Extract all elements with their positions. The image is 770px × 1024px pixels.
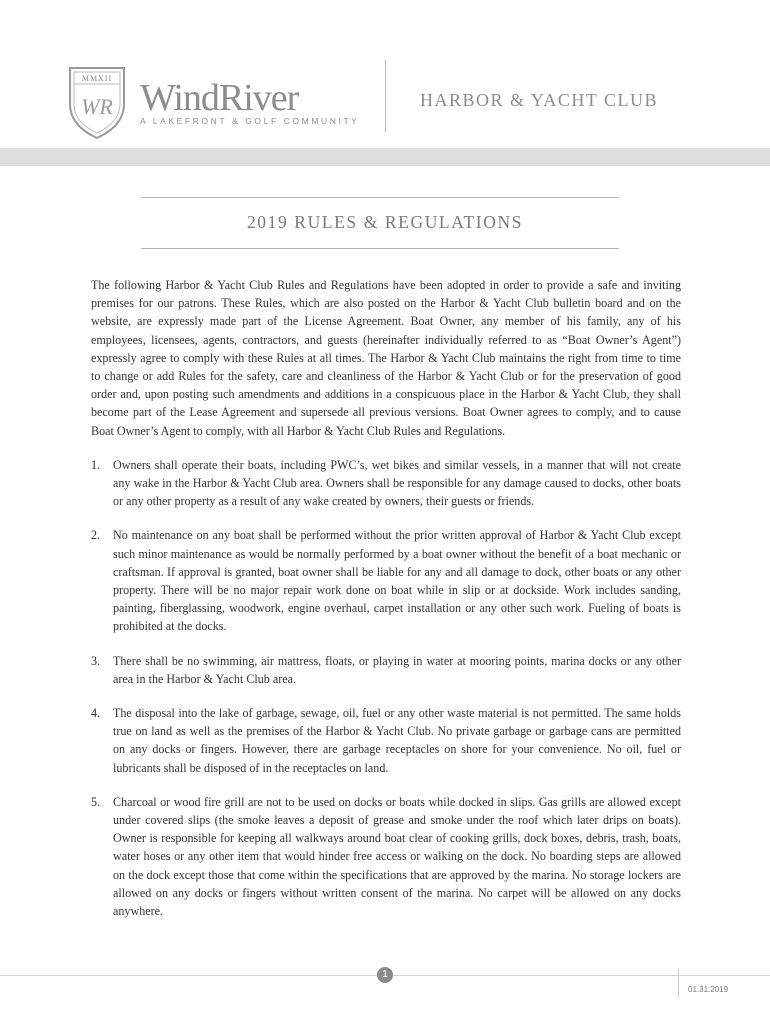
header-divider [385, 60, 386, 132]
rule-number: 5. [91, 794, 101, 809]
brand-tagline: A LAKEFRONT & GOLF COMMUNITY [140, 116, 360, 126]
club-name: HARBOR & YACHT CLUB [420, 90, 659, 110]
document-body [91, 276, 681, 920]
windriver-crest-logo [66, 64, 128, 140]
svg-text:WR: WR [81, 94, 113, 119]
brand-name: WindRiver [140, 77, 299, 119]
rule-item [91, 704, 681, 777]
page-header [0, 0, 770, 150]
header-band [0, 148, 770, 166]
rule-item [91, 652, 681, 688]
rule-text: The disposal into the lake of garbage, sewage, oil, fuel or any other waste material is not permitted. The same holds true on land as well as the premises of the Harbor & Yacht Club. No private garbage or garbage cans are permitted on any docks or fingers. However, there are garbage receptacles on shore for your convenience. No oil, fuel or lubricants shall be disposed of in the receptacles on land. [113, 706, 681, 775]
rule-item [91, 456, 681, 511]
title-rule-bottom [141, 248, 619, 249]
title-rule-top [141, 197, 619, 198]
rule-number: 3. [91, 653, 101, 668]
rule-text: Charcoal or wood fire grill are not to be used on docks or boats while docked in slips. Gas grills are allowed except under covered slips (the smoke leaves a deposit of grease and smoke under the roof which later drips on boats). Owner is responsible for keeping all walkways around boat clear of cooking grills, dock boxes, debris, trash, boats, water hoses or any other item that would hinder free access or walking on the dock. No boarding steps are allowed on the dock except those that come within the specifications that are approved by the marina. No storage lockers are allowed on any docks or fingers without written consent of the marina. No carpet will be allowed on any docks anywhere. [113, 794, 681, 919]
intro-paragraph: The following Harbor & Yacht Club Rules and Regulations have been adopted in order to provide a safe and inviting premises for our patrons. These Rules, which are also posted on the Harbor & Yacht Club bulletin board and on the website, are expressly made part of the License Agreement. Boat Owner, any member of his family, any of his employees, licensees, agents, contractors, and guests (hereinafter individually referred to as “Boat Owner’s Agent”) expressly agree to comply with these Rules at all times. The Harbor & Yacht Club maintains the right from time to time to change or add Rules for the safety, care and cleanliness of the Harbor & Yacht Club or for the preservation of good order and, upon posting such amendments and additions in a conspicuous place in the Harbor & Yacht Club, they shall become part of the Lease Agreement and supersede all previous versions. Boat Owner agrees to comply, and to cause Boat Owner’s Agent to comply, with all Harbor & Yacht Club Rules and Regulations. [91, 278, 681, 438]
rule-text: Owners shall operate their boats, including PWC’s, wet bikes and similar vessels, in a manner that will not create any wake in the Harbor & Yacht Club area. Owners shall be responsible for any damage caused to docks, other boats or any other property as a result of any wake created by owners, their guests or friends. [113, 457, 681, 509]
rule-item [91, 526, 681, 635]
rule-text: No maintenance on any boat shall be performed without the prior written approval of Harbor & Yacht Club except such minor maintenance as would be normally performed by a boat owner without the benefit of a boat mechanic or craftsman. If approval is granted, boat owner shall be liable for any and all damage to dock, other boats or any other property. There will be no major repair work done on boat while in slip or at dockside. Work includes sanding, painting, fiberglassing, woodwork, engine overhaul, carpet installation or any other such work. Fueling of boats is prohibited at the docks. [113, 528, 681, 634]
page-number-badge: 1 [377, 967, 393, 983]
document-title: 2019 RULES & REGULATIONS [246, 212, 524, 232]
svg-text:MMXII: MMXII [81, 74, 113, 83]
rules-list [91, 456, 681, 920]
rule-item [91, 793, 681, 920]
rule-number: 4. [91, 706, 101, 721]
footer-date: 01.31.2019 [688, 985, 729, 994]
rule-number: 2. [91, 528, 101, 543]
footer-divider [678, 968, 679, 998]
rule-number: 1. [91, 457, 101, 472]
rule-text: There shall be no swimming, air mattress, floats, or playing in water at mooring points, marina docks or any other area in the Harbor & Yacht Club area. [113, 653, 681, 686]
